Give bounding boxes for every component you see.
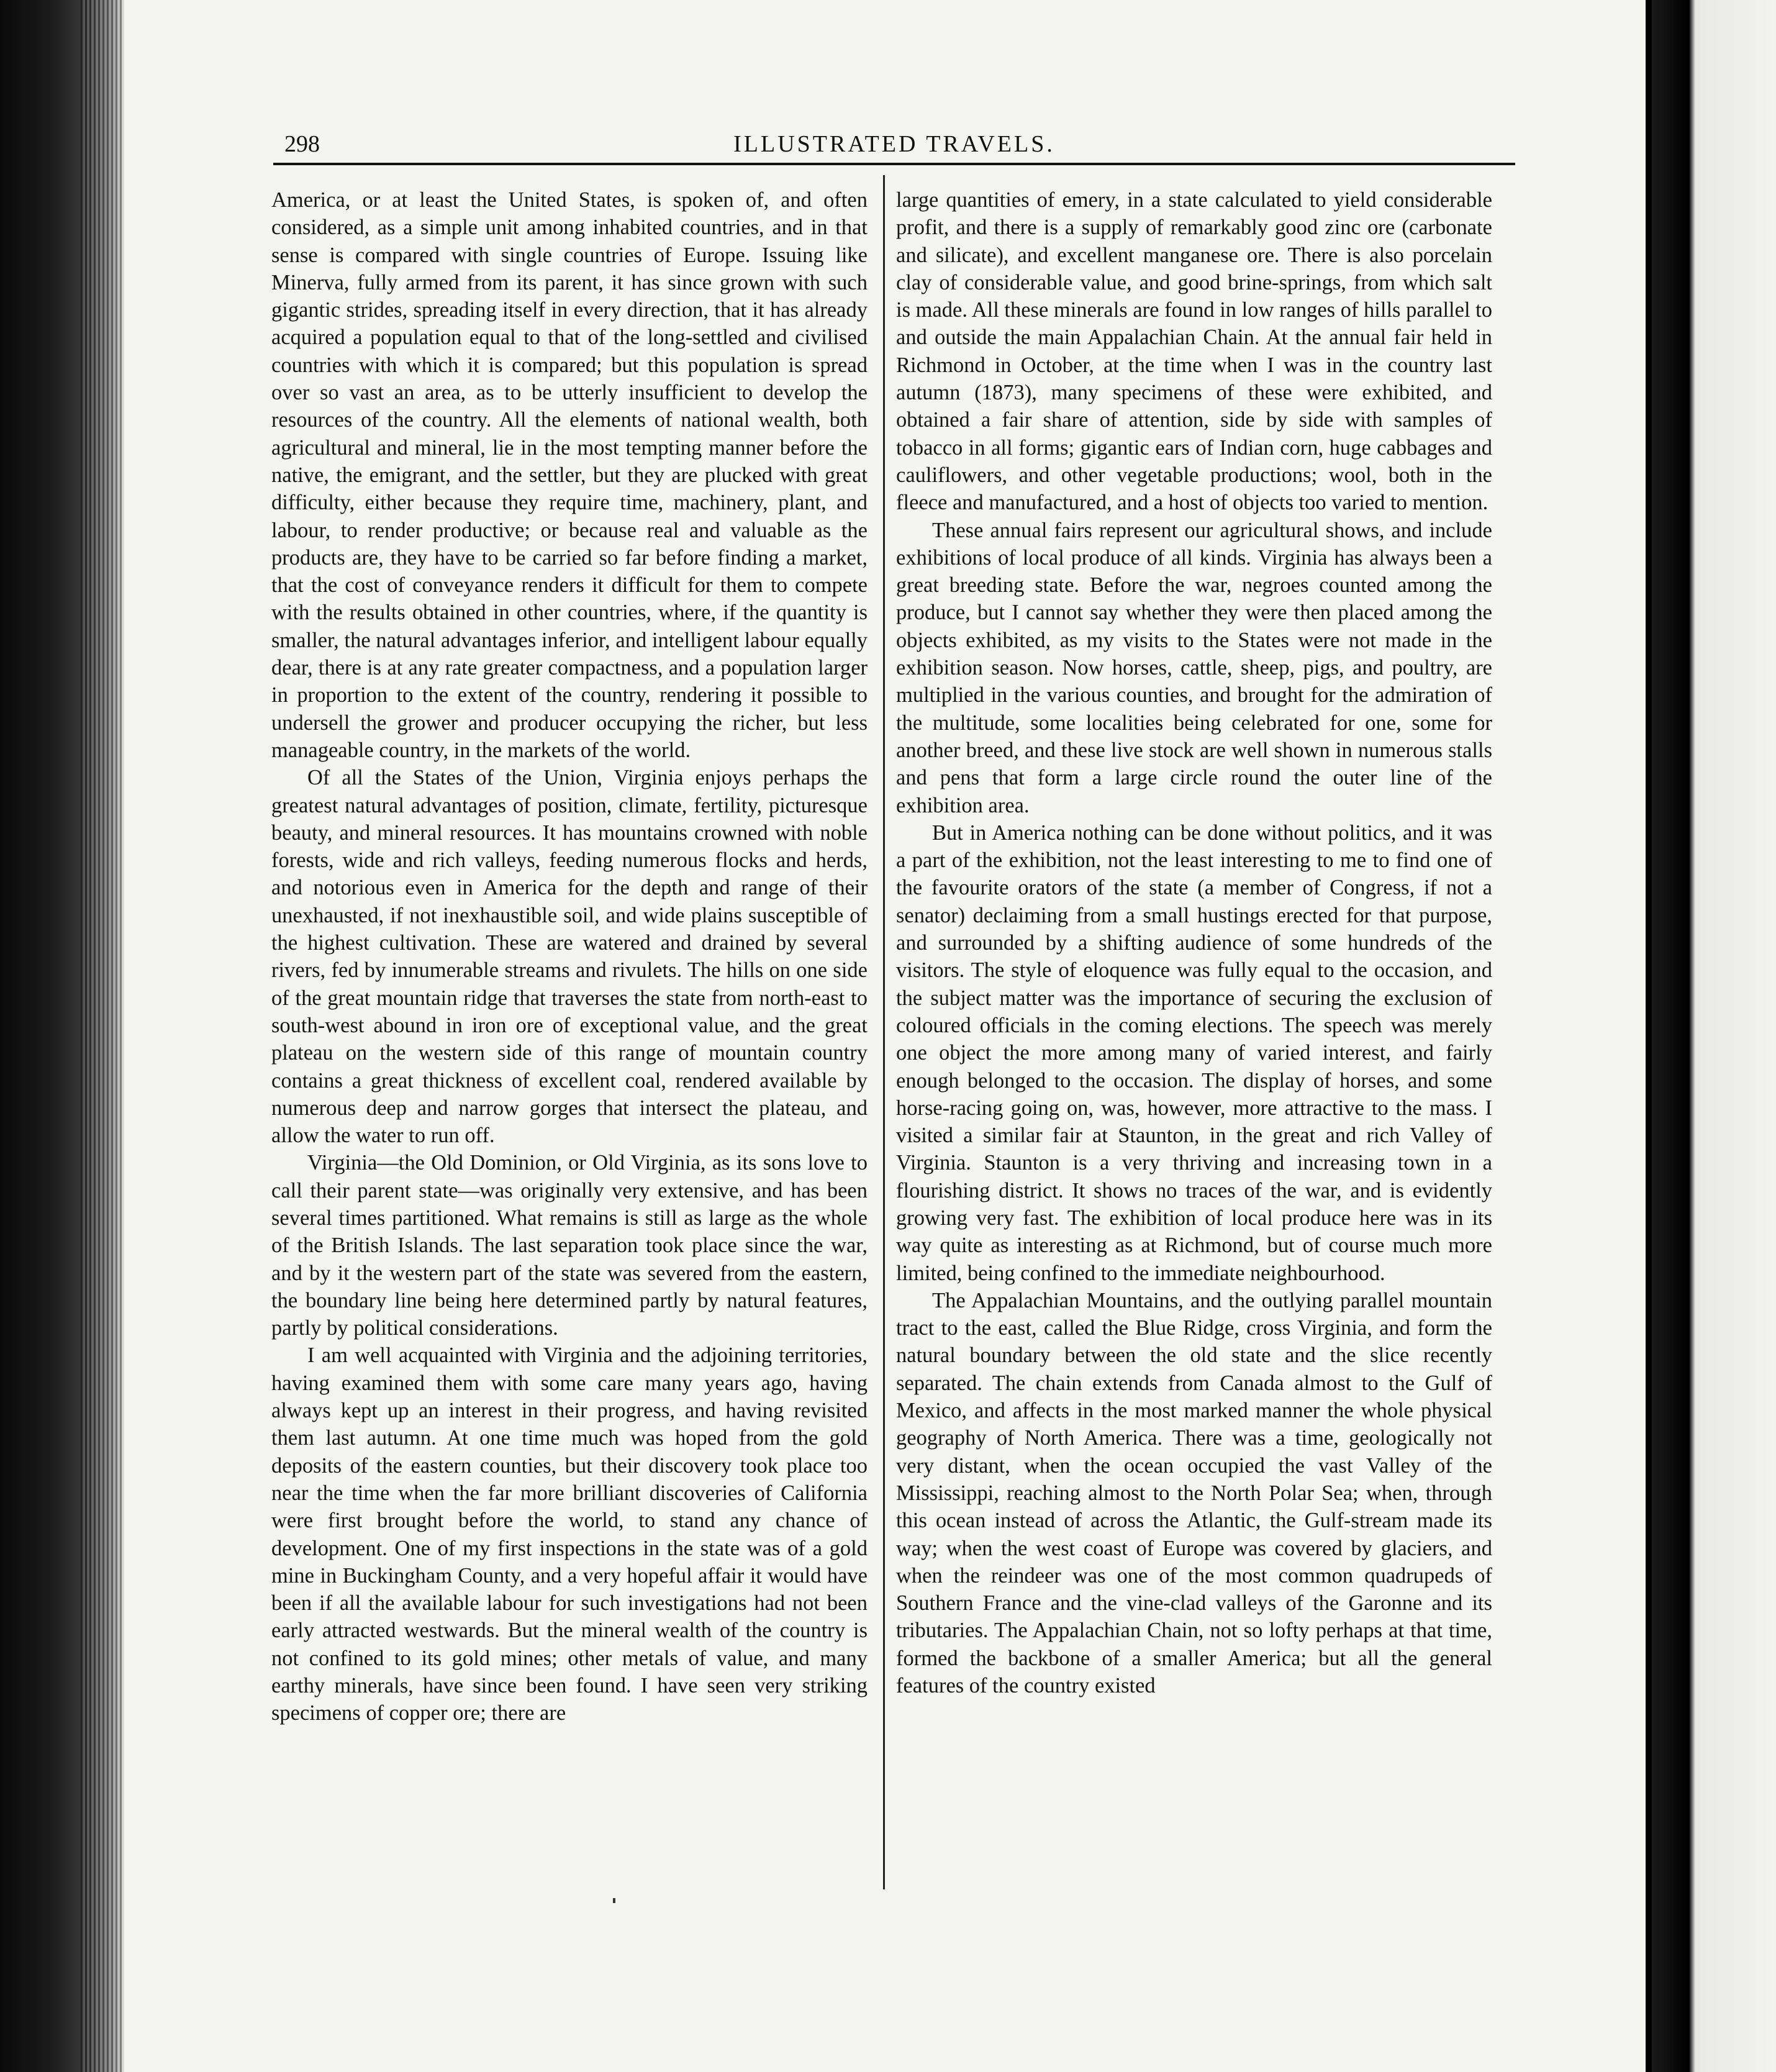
paragraph: Of all the States of the Union, Virginia enjoys perhaps the greatest natural advantages of position, climate, fertility, picturesque beauty, and mineral resources. It has mountains crowned with noble forests, wide and rich valleys, feeding numerous flocks and herds, and notorious even in America for the depth and range of their unexhausted, if not inexhaustible soil, and wide plains susceptible of the highest cultivation. These are watered and drained by several rivers, fed by innumerable streams and rivulets. The hills on one side of the great mountain ridge that traverses the state from north-east to south-west abound in iron ore of exceptional value, and the great plateau on the western side of this range of mountain country contains a great thickness of excellent coal, rendered available by numerous deep and narrow gorges that intersect the plateau, and allow the water to run off. xyxy=(271,766,868,1148)
paragraph: The Appalachian Mountains, and the outlying parallel mountain tract to the east, called the Blue Ridge, cross Virginia, and form the natural boundary between the old state and the slice recently separated. The chain extends from Canada almost to the Gulf of Mexico, and affects in the most marked manner the whole physical geography of North America. There was a time, geologically not very distant, when the ocean occupied the vast Valley of the Mississippi, reaching almost to the North Polar Sea; when, through this ocean instead of across the Atlantic, the Gulf-stream made its way; when the west coast of Europe was covered by glaciers, and when the reindeer was one of the most common quadrupeds of Southern France and the vine-clad valleys of the Garonne and its tributaries. The Appalachian Chain, not so lofty perhaps at that time, formed the backbone of a smaller America; but all the general features of the country existed xyxy=(896,1288,1492,1698)
paragraph: These annual fairs represent our agricultural shows, and include exhibitions of local produce of all kinds. Virginia has always been a great breeding state. Before the war, negroes counted among the produce, but I cannot say whether they were then placed among the objects exhibited, as my visits to the States were not made in the exhibition season. Now horses, cattle, sheep, pigs, and poultry, are multiplied in the various counties, and brought for the admiration of the multitude, some localities being celebrated for one, some for another breed, and these live stock are well shown in numerous stalls and pens that form a large circle round the outer line of the exhibition area. xyxy=(896,518,1492,817)
right-column xyxy=(896,186,1492,1699)
gutter-page-edges xyxy=(81,0,124,2072)
left-column xyxy=(271,186,868,1727)
page-header xyxy=(273,130,1515,168)
next-page-edge xyxy=(1652,0,1776,2072)
page-number: 298 xyxy=(284,131,320,157)
paragraph: I am well acquainted with Virginia and the adjoining territories, having examined them with some care many years ago, having always kept up an interest in their progress, and having revisited them last autumn. At one time much was hoped from the gold deposits of the eastern counties, but their discovery took place too near the time when the far more brilliant discoveries of California were first brought before the world, to stand any chance of development. One of my first inspections in the state was of a gold mine in Buckingham County, and a very hopeful affair it would have been if all the available labour for such investigations had not been early attracted westwards. But the mineral wealth of the country is not confined to its gold mines; other metals of value, and many earthy minerals, have since been found. I have seen very striking specimens of copper ore; there are xyxy=(271,1343,868,1725)
column-divider xyxy=(883,175,885,1889)
running-title: ILLUSTRATED TRAVELS. xyxy=(733,131,1055,157)
print-speck xyxy=(613,1898,615,1903)
paragraph: Virginia—the Old Dominion, or Old Virginia, as its sons love to call their parent state—was originally very extensive, and has been several times partitioned. What remains is still as large as the whole of the British Islands. The last separation took place since the war, and by it the western part of the state was severed from the eastern, the boundary line being here determined partly by natural features, partly by political considerations. xyxy=(271,1151,868,1340)
paragraph: But in America nothing can be done without politics, and it was a part of the exhibition, not the least interesting to me to find one of the favourite orators of the state (a member of Congress, if not a senator) declaiming from a small hustings erected for that purpose, and surrounded by a shifting audience of some hundreds of the visitors. The style of eloquence was fully equal to the occasion, and the subject matter was the importance of securing the exclusion of coloured officials in the coming elections. The speech was merely one object the more among many of varied interest, and fairly enough belonged to the occasion. The display of horses, and some horse-racing going on, was, however, more attractive to the mass. I visited a similar fair at Staunton, in the great and rich Valley of Virginia. Staunton is a very thriving and increasing town in a flourishing district. It shows no traces of the war, and is evidently growing very fast. The exhibition of local produce here was in its way quite as interesting as at Richmond, but of course much more limited, being confined to the immediate neighbourhood. xyxy=(896,820,1492,1285)
header-rule xyxy=(273,163,1515,165)
paragraph: large quantities of emery, in a state calculated to yield considerable profit, and there is a supply of remarkably good zinc ore (carbonate and silicate), and excellent manganese ore. There is also porcelain clay of considerable value, and good brine-springs, from which salt is made. All these minerals are found in low ranges of hills parallel to and outside the main Appalachian Chain. At the annual fair held in Richmond in October, at the time when I was in the country last autumn (1873), many specimens of these were exhibited, and obtained a fair share of attention, side by side with samples of tobacco in all forms; gigantic ears of Indian corn, huge cabbages and cauliflowers, and other vegetable productions; wool, both in the fleece and manufactured, and a host of objects too varied to mention. xyxy=(896,188,1493,515)
paragraph: America, or at least the United States, is spoken of, and often considered, as a simple unit among inhabited countries, and in that sense is compared with single countries of Europe. Issuing like Minerva, fully armed from its parent, it has since grown with such gigantic strides, spreading itself in every direction, that it has already acquired a population equal to that of the long-settled and civilised countries with which it is compared; but this population is spread over so vast an area, as to be utterly insufficient to develop the resources of the country. All the elements of national wealth, both agricultural and mineral, lie in the most tempting manner before the native, the emigrant, and the settler, but they are plucked with great difficulty, either because they require time, machinery, plant, and labour, to render productive; or because real and valuable as the products are, they have to be carried so far before finding a market, that the cost of conveyance renders it difficult for them to compete with the results obtained in other countries, where, if the quantity is smaller, the natural advantages inferior, and intelligent labour equally dear, there is at any rate greater compactness, and a population larger in proportion to the extent of the country, rendering it possible to undersell the grower and producer occupying the richer, but less manageable country, in the markets of the world. xyxy=(271,188,868,762)
